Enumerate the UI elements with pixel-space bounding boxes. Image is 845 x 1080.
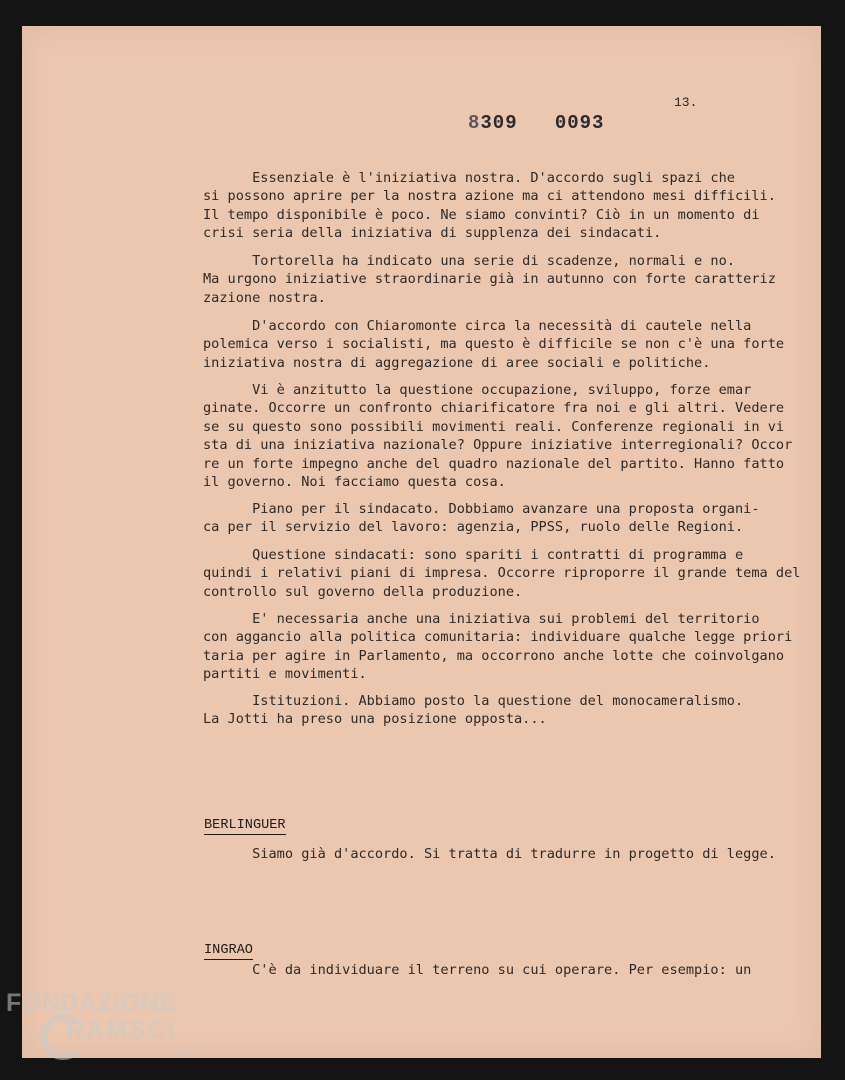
speaker-ingrao: INGRAO [204,943,253,958]
paragraph-1: Essenziale è l'iniziativa nostra. D'accordo sugli spazi che si possono aprire per la nostra azione ma ci attendono mesi difficili. Il tempo disponibile è poco. Ne siamo convinti? Ciò in un momento di crisi seria della iniziativa di supplenza dei sindacati. [203,170,776,242]
paragraph-5: Piano per il sindacato. Dobbiamo avanzare una proposta organi- ca per il servizio del lavoro: agenzia, PPSS, ruolo delle Regioni. [203,501,760,536]
paragraph-2: Tortorella ha indicato una serie di scadenze, normali e no. Ma urgono iniziative straordinarie già in autunno con forte caratteriz zazione nostra. [203,253,776,306]
fondazione-gramsci-watermark [6,989,198,1059]
speaker-berlinguer: BERLINGUER [204,818,286,833]
paragraph-6: Questione sindacati: sono spariti i contratti di programma e quindi i relativi piani di impresa. Occorre riproporre il grande tema controllo sul governo della produzione. [203,547,768,600]
stamp-number-1: 309 [480,112,518,134]
watermark-line1: FONDAZIONE [6,989,177,1017]
archive-stamp [468,112,604,134]
watermark-suffix: onlus [174,1048,198,1059]
paragraph-3: D'accordo con Chiaromonte circa la necessità di cautele nella polemica verso i socialisti, ma questo è difficile se non c'è una forte iniziativa nostra di aggregazione di aree sociali e politiche. [203,318,785,371]
watermark-line2: RAMSCI [66,1016,177,1044]
paragraph-8: Istituzioni. Abbiamo posto la questione del monocameralismo. La Jotti ha preso una posizione opposta... [203,693,744,728]
paragraph-7: E' necessaria anche una iniziativa sui problemi del territorio con aggancio alla politica comunitaria: individuare qualche legge priori taria per agire in Parlamento, ma occorrono anche lotte che coinvolgano partiti e movimenti. [203,611,793,683]
speaker-berlinguer-text: Siamo già d'accordo. Si tratta di tradurre in progetto di legge. [203,846,776,862]
paragraph-4: Vi è anzitutto la questione occupazione, sviluppo, forze emar ginate. Occorre un confronto chiarificatore fra noi e gli altri. Vedere se su questo sono possibili movimenti reali. Conferenze regionali in vi sta di una iniziativa nazionale? Oppure iniziative interregionali? Occor re un forte impegno anche del quadro nazionale del partito. Hanno fatto il governo. Noi facciamo questa cosa. [203,382,793,491]
stamp-prefix: 8 [468,112,481,134]
stamp-number-2: 0093 [554,112,605,134]
watermark-g-logo-icon [40,1014,86,1060]
speaker-ingrao-text: C'è da individuare il terreno su cui operare. Per esempio: un [203,962,752,978]
page-number: 13. [674,95,698,110]
